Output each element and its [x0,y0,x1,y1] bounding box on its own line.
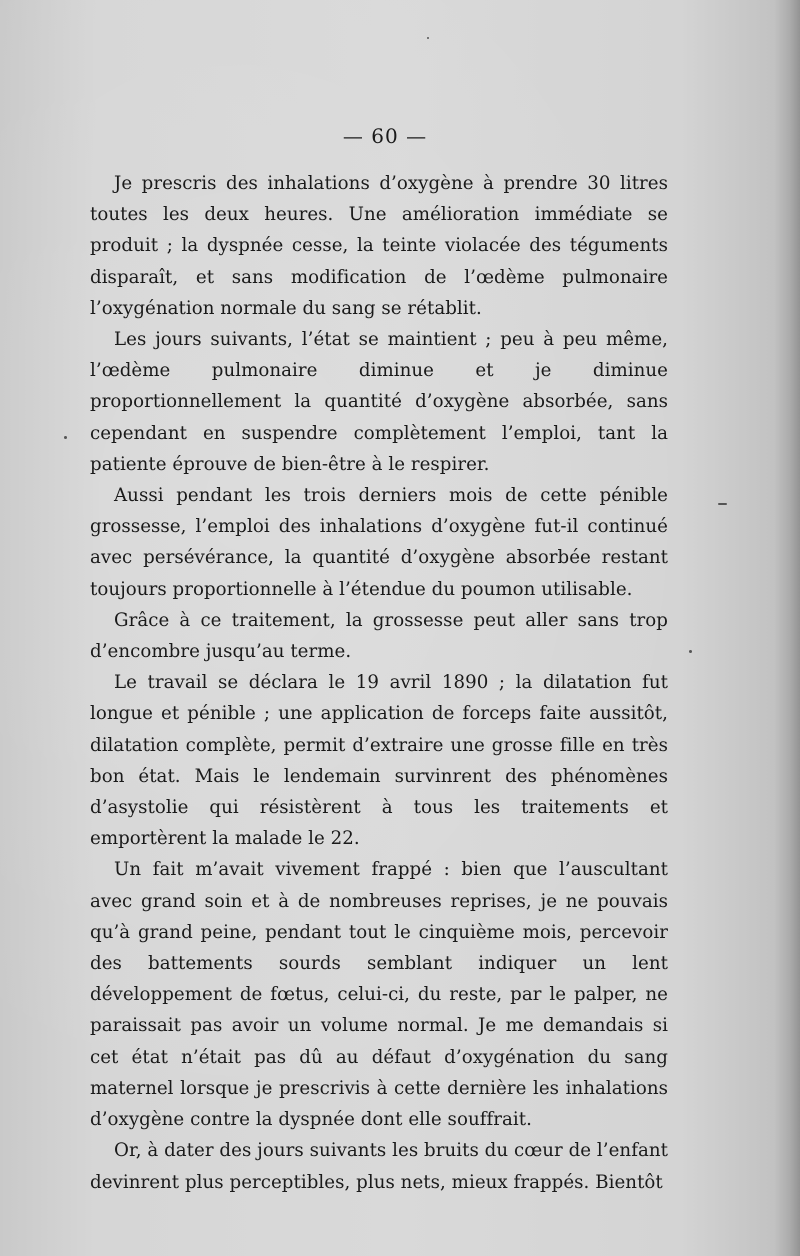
scan-speck [718,503,727,505]
body-text [90,168,668,1198]
paragraph: Le travail se déclara le 19 avril 1890 ; la dilatation fut longue et pénible ; une application de forceps faite aussitôt, dilatation complète, permit d’extraire une grosse fille en très bon état. Mais le lendemain survinrent des phénomènes d’asystolie qui résistèrent à tous les traitements et emportèrent la malade le 22. [90,672,668,850]
paragraph: Je prescris des inhalations d’oxygène à prendre 30 litres toutes les deux heures. Une amélioration immédiate se produit ; la dyspnée cesse, la teinte violacée des téguments disparaît, et sans modification de l’œdème pulmonaire l’oxygénation normale du sang se rétablit. [90,173,668,319]
scan-speck [64,436,67,439]
scan-speck [427,37,429,39]
paragraph: Les jours suivants, l’état se maintient ; peu à peu même, l’œdème pulmonaire diminue et je diminue proportionnellement la quantité d’oxygène absorbée, sans cependant en suspendre complètement l’emploi, tant la patiente éprouve de bien-être à le respirer. [90,329,668,475]
paragraph: Aussi pendant les trois derniers mois de cette pénible grossesse, l’emploi des inhalations d’oxygène fut-il continué avec persévérance, la quantité d’oxygène absorbée restant toujours proportionnelle à l’étendue du poumon utilisable. [90,485,668,600]
page-number: — 60 — [342,124,428,148]
paragraph: Grâce à ce traitement, la grossesse peut aller sans trop d’encombre jusqu’au terme. [90,609,668,663]
paragraph: Un fait m’avait vivement frappé : bien que l’auscultant avec grand soin et à de nombreuses reprises, je ne pouvais qu’à grand peine, pendant tout le cinquième mois, percevoir des battements sourds semblant indiquer un lent développement de fœtus, celui-ci, du reste, par le palper, ne paraissait pas avoir un volume normal. Je me demandais si cet état n’était pas dû au défaut d’oxygénation du sang maternel lorsque je prescrivis à cette dernière les inhalations d’oxygène contre la dyspnée dont elle souffrait. [90,859,668,1131]
scan-speck [689,650,692,653]
page-edge-shadow [774,0,800,1256]
paragraph: Or, à dater des jours suivants les bruits du cœur de l’enfant devinrent plus perceptibles, plus nets, mieux frappés. Bientôt [90,1140,668,1193]
